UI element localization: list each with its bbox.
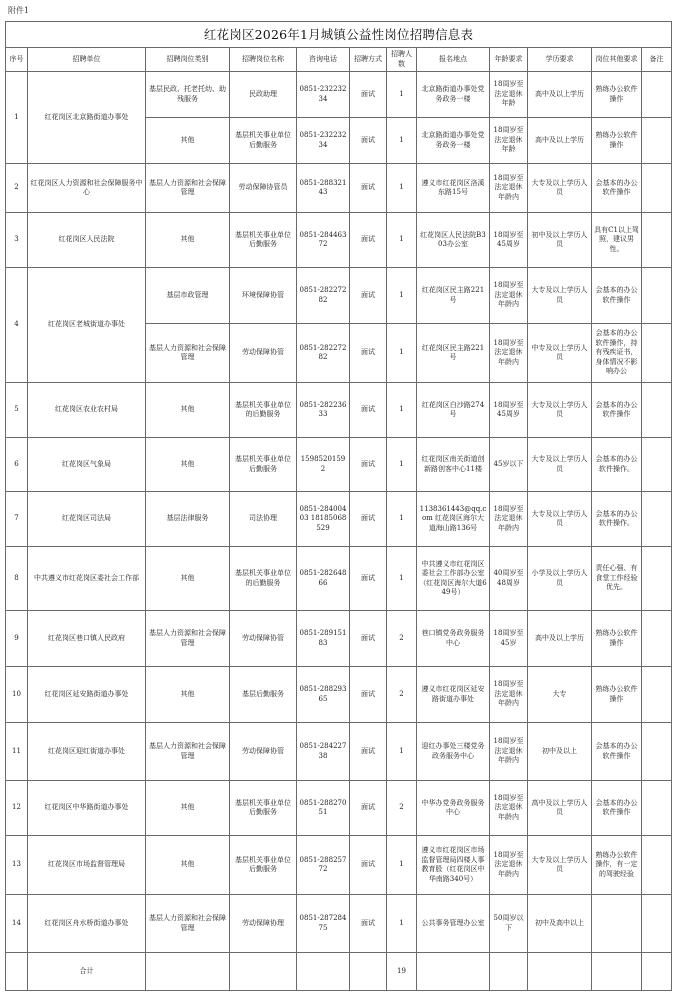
empty-cell [417, 953, 490, 991]
position-title-cell: 民政助理 [230, 72, 297, 118]
location-cell: 中共遵义市红花岗区委社会工作部办公室（红花岗区海尔大道649号） [417, 547, 490, 611]
age-cell: 18周岁至法定退休年龄内 [490, 723, 528, 781]
education-cell: 初中及高中以上 [528, 895, 592, 953]
location-cell: 巷口镇党务政务服务中心 [417, 611, 490, 667]
method-cell: 面试 [350, 383, 387, 438]
column-header: 年龄要求 [490, 48, 528, 72]
employer-cell: 红花岗区人民法院 [28, 213, 146, 268]
age-cell: 18周岁至45岁 [490, 611, 528, 667]
other-requirements-cell: 熟练办公软件操作 [592, 667, 642, 723]
phone-cell: 0851-28422738 [297, 723, 350, 781]
location-cell: 遵义市红花岗区市场监督管理局四楼人事教育股（红花岗区中华南路340号） [417, 836, 490, 895]
position-title-cell: 环境保障协管 [230, 268, 297, 324]
employer-cell: 红花岗区中华路街道办事处 [28, 781, 146, 836]
note-cell [642, 723, 672, 781]
note-cell [642, 836, 672, 895]
note-cell [642, 611, 672, 667]
method-cell: 面试 [350, 268, 387, 324]
serial-number-cell: 10 [6, 667, 28, 723]
method-cell: 面试 [350, 895, 387, 953]
location-cell: 北京路街道办事处党务政务一楼 [417, 72, 490, 118]
position-title-cell: 基层后勤服务 [230, 667, 297, 723]
table-row [6, 383, 672, 438]
location-cell: 遵义市红花岗区延安路街道办事处 [417, 667, 490, 723]
employer-cell: 红花岗区司法局 [28, 492, 146, 547]
category-cell: 基层人力资源和社会保障管理 [146, 611, 230, 667]
category-cell: 其他 [146, 438, 230, 492]
age-cell: 18周岁至法定退休年龄内 [490, 164, 528, 213]
employer-cell: 红花岗区气象局 [28, 438, 146, 492]
note-cell [642, 268, 672, 324]
table-row [6, 895, 672, 953]
method-cell: 面试 [350, 781, 387, 836]
education-cell: 高中及以上学历 [528, 72, 592, 118]
column-header: 招聘人数 [387, 48, 417, 72]
location-cell: 北京路街道办事处党务政务一楼 [417, 118, 490, 164]
method-cell: 面试 [350, 438, 387, 492]
method-cell: 面试 [350, 492, 387, 547]
location-cell: 红花岗区民主路221号 [417, 324, 490, 383]
empty-cell [642, 953, 672, 991]
count-cell: 2 [387, 781, 417, 836]
serial-number-cell: 1 [6, 72, 28, 164]
method-cell: 面试 [350, 836, 387, 895]
total-row [6, 953, 672, 991]
other-requirements-cell: 熟练办公软件操作，有一定的驾驶经验 [592, 836, 642, 895]
employer-cell: 红花岗区老城街道办事处 [28, 268, 146, 383]
serial-number-cell: 9 [6, 611, 28, 667]
note-cell [642, 781, 672, 836]
location-cell: 红花岗区民主路221号 [417, 268, 490, 324]
other-requirements-cell: 熟练办公软件操作 [592, 611, 642, 667]
phone-cell: 0851-28227282 [297, 324, 350, 383]
age-cell: 18周岁至法定退休年龄内 [490, 268, 528, 324]
phone-cell: 0851-28915183 [297, 611, 350, 667]
phone-cell: 0851-28223633 [297, 383, 350, 438]
category-cell: 基层人力资源和社会保障管理 [146, 164, 230, 213]
count-cell: 1 [387, 836, 417, 895]
phone-cell: 0851-28264866 [297, 547, 350, 611]
count-cell: 1 [387, 118, 417, 164]
column-header: 报名地点 [417, 48, 490, 72]
age-cell: 40周岁至48周岁 [490, 547, 528, 611]
note-cell [642, 895, 672, 953]
location-cell: 红花岗区南关街道创新路创客中心11楼 [417, 438, 490, 492]
age-cell: 18周岁至法定退休年龄 [490, 72, 528, 118]
category-cell: 其他 [146, 118, 230, 164]
count-cell: 1 [387, 547, 417, 611]
education-cell: 小学及以上学历人员 [528, 547, 592, 611]
note-cell [642, 213, 672, 268]
attachment-label: 附件1 [8, 6, 30, 15]
education-cell: 大专及以上学历人员 [528, 383, 592, 438]
employer-cell: 红花岗区农业农村局 [28, 383, 146, 438]
note-cell [642, 118, 672, 164]
location-cell: 红花岗区白沙路274号 [417, 383, 490, 438]
education-cell: 大专及以上学历人员 [528, 268, 592, 324]
employer-cell: 红花岗区市场监督管理局 [28, 836, 146, 895]
total-count: 19 [387, 953, 417, 991]
count-cell: 1 [387, 164, 417, 213]
position-title-cell: 劳动保障协管 [230, 611, 297, 667]
location-cell: 红花岗区人民法院B303办公室 [417, 213, 490, 268]
other-requirements-cell: 会基本的办公软件操作 [592, 383, 642, 438]
other-requirements-cell: 熟练办公软件操作 [592, 72, 642, 118]
method-cell: 面试 [350, 72, 387, 118]
method-cell: 面试 [350, 723, 387, 781]
page-title: 红花岗区2026年1月城镇公益性岗位招聘信息表 [6, 22, 672, 48]
total-label: 合计 [28, 953, 146, 991]
category-cell: 基层人力资源和社会保障管理 [146, 324, 230, 383]
table-row [6, 547, 672, 611]
category-cell: 其他 [146, 667, 230, 723]
education-cell: 高中及以上学历 [528, 611, 592, 667]
column-header: 咨询电话 [297, 48, 350, 72]
table-body [6, 72, 672, 991]
position-title-cell: 基层机关事业单位后勤服务 [230, 781, 297, 836]
serial-number-cell: 5 [6, 383, 28, 438]
education-cell: 初中及以上学历人员 [528, 213, 592, 268]
column-header: 序号 [6, 48, 28, 72]
other-requirements-cell: 会基本的办公软件操作，持有残疾证书，身体情况不影响办公 [592, 324, 642, 383]
education-cell: 高中及以上学历 [528, 118, 592, 164]
method-cell: 面试 [350, 547, 387, 611]
serial-number-cell: 2 [6, 164, 28, 213]
education-cell: 大专 [528, 667, 592, 723]
position-title-cell: 劳动保障协管员 [230, 164, 297, 213]
phone-cell: 0851-28728475 [297, 895, 350, 953]
column-header: 岗位其他要求 [592, 48, 642, 72]
education-cell: 大专及以上学历人员 [528, 438, 592, 492]
other-requirements-cell: 会基本的办公软件操作。 [592, 438, 642, 492]
category-cell: 基层民政、托老托幼、助残服务 [146, 72, 230, 118]
employer-cell: 红花岗区迎红街道办事处 [28, 723, 146, 781]
category-cell: 其他 [146, 781, 230, 836]
table-row [6, 164, 672, 213]
count-cell: 1 [387, 268, 417, 324]
education-cell: 大专及以上学历人员 [528, 492, 592, 547]
category-cell: 其他 [146, 547, 230, 611]
education-cell: 高中及以上学历人员 [528, 781, 592, 836]
category-cell: 其他 [146, 836, 230, 895]
education-cell: 大专及以上学历人员 [528, 164, 592, 213]
serial-number-cell: 6 [6, 438, 28, 492]
empty-cell [230, 953, 297, 991]
table-row [6, 723, 672, 781]
table-row [6, 781, 672, 836]
phone-cell: 0851-28446372 [297, 213, 350, 268]
empty-cell [528, 953, 592, 991]
empty-cell [490, 953, 528, 991]
category-cell: 基层法律服务 [146, 492, 230, 547]
count-cell: 1 [387, 383, 417, 438]
header-row [6, 48, 672, 72]
position-title-cell: 基层机关事业单位的后勤服务 [230, 383, 297, 438]
phone-cell: 0851-28832143 [297, 164, 350, 213]
serial-number-cell: 3 [6, 213, 28, 268]
position-title-cell: 基层机关事业单位后勤服务 [230, 213, 297, 268]
column-header: 招聘方式 [350, 48, 387, 72]
position-title-cell: 基层机关事业单位后勤服务 [230, 836, 297, 895]
position-title-cell: 劳动保障协管 [230, 723, 297, 781]
other-requirements-cell: 具有C1以上驾照，建议男性。 [592, 213, 642, 268]
method-cell: 面试 [350, 213, 387, 268]
other-requirements-cell [592, 895, 642, 953]
table-row [6, 438, 672, 492]
serial-number-cell: 7 [6, 492, 28, 547]
table-row [6, 492, 672, 547]
note-cell [642, 324, 672, 383]
phone-cell: 15985201592 [297, 438, 350, 492]
count-cell: 1 [387, 723, 417, 781]
employer-cell: 红花岗区舟水桥街道办事处 [28, 895, 146, 953]
table-row [6, 268, 672, 324]
location-cell: 遵义市红花岗区洛溪东路15号 [417, 164, 490, 213]
recruitment-table [5, 21, 672, 991]
employer-cell: 中共遵义市红花岗区委社会工作部 [28, 547, 146, 611]
empty-cell [146, 953, 230, 991]
age-cell: 45岁以下 [490, 438, 528, 492]
table-row [6, 836, 672, 895]
education-cell: 初中及以上 [528, 723, 592, 781]
note-cell [642, 438, 672, 492]
age-cell: 18周岁至45周岁 [490, 213, 528, 268]
age-cell: 18周岁至法定退休年龄内 [490, 492, 528, 547]
category-cell: 基层人力资源和社会保障管理 [146, 895, 230, 953]
count-cell: 1 [387, 438, 417, 492]
location-cell: 迎红办事处三楼党务政务服务中心 [417, 723, 490, 781]
serial-number-cell: 12 [6, 781, 28, 836]
count-cell: 1 [387, 324, 417, 383]
position-title-cell: 司法协理 [230, 492, 297, 547]
count-cell: 1 [387, 213, 417, 268]
total-spacer-cell [6, 953, 28, 991]
column-header: 备注 [642, 48, 672, 72]
method-cell: 面试 [350, 164, 387, 213]
category-cell: 基层市政管理 [146, 268, 230, 324]
serial-number-cell: 8 [6, 547, 28, 611]
age-cell: 18周岁至法定退休年龄内 [490, 324, 528, 383]
age-cell: 18周岁至45周岁 [490, 383, 528, 438]
column-header: 学历要求 [528, 48, 592, 72]
category-cell: 基层人力资源和社会保障管理 [146, 723, 230, 781]
count-cell: 1 [387, 895, 417, 953]
count-cell: 2 [387, 667, 417, 723]
empty-cell [350, 953, 387, 991]
phone-cell: 0851-28827051 [297, 781, 350, 836]
other-requirements-cell: 会基本的办公软件操作 [592, 268, 642, 324]
employer-cell: 红花岗区北京路街道办事处 [28, 72, 146, 164]
category-cell: 其他 [146, 213, 230, 268]
phone-cell: 0851-28227282 [297, 268, 350, 324]
phone-cell: 0851-23223234 [297, 72, 350, 118]
other-requirements-cell: 熟练办公软件操作 [592, 118, 642, 164]
other-requirements-cell: 会基本的办公软件操作。 [592, 492, 642, 547]
position-title-cell: 劳动保障协理 [230, 895, 297, 953]
position-title-cell: 劳动保障协管 [230, 324, 297, 383]
column-header: 招聘岗位类别 [146, 48, 230, 72]
method-cell: 面试 [350, 667, 387, 723]
other-requirements-cell: 会基本的办公软件操作 [592, 781, 642, 836]
note-cell [642, 547, 672, 611]
category-cell: 其他 [146, 383, 230, 438]
location-cell: 公共事务管理办公室 [417, 895, 490, 953]
employer-cell: 红花岗区巷口镇人民政府 [28, 611, 146, 667]
table-row [6, 667, 672, 723]
count-cell: 1 [387, 72, 417, 118]
phone-cell: 0851-23223234 [297, 118, 350, 164]
location-cell: 中华办党务政务服务中心 [417, 781, 490, 836]
column-header: 招聘岗位名称 [230, 48, 297, 72]
column-header: 招聘单位 [28, 48, 146, 72]
empty-cell [592, 953, 642, 991]
phone-cell: 0851-28825772 [297, 836, 350, 895]
method-cell: 面试 [350, 611, 387, 667]
note-cell [642, 667, 672, 723]
location-cell: 1138361443@qq.com 红花岗区海尔大道海山路136号 [417, 492, 490, 547]
position-title-cell: 基层机关事业单位后勤服务 [230, 438, 297, 492]
age-cell: 18周岁至法定退休年龄内 [490, 667, 528, 723]
age-cell: 18周岁至法定退休年龄 [490, 118, 528, 164]
table-row [6, 213, 672, 268]
phone-cell: 0851-28400403 18185068529 [297, 492, 350, 547]
employer-cell: 红花岗区人力资源和社会保障服务中心 [28, 164, 146, 213]
age-cell: 18周岁至法定退休年龄内 [490, 781, 528, 836]
serial-number-cell: 11 [6, 723, 28, 781]
position-title-cell: 基层机关事业单位后勤服务 [230, 118, 297, 164]
employer-cell: 红花岗区延安路街道办事处 [28, 667, 146, 723]
method-cell: 面试 [350, 118, 387, 164]
serial-number-cell: 14 [6, 895, 28, 953]
serial-number-cell: 4 [6, 268, 28, 383]
note-cell [642, 72, 672, 118]
table-row [6, 72, 672, 118]
education-cell: 中专及以上学历人员 [528, 324, 592, 383]
empty-cell [297, 953, 350, 991]
other-requirements-cell: 会基本的办公软件操作 [592, 164, 642, 213]
position-title-cell: 基层机关事业单位的后勤服务 [230, 547, 297, 611]
education-cell: 大专及以上学历人员 [528, 836, 592, 895]
age-cell: 18周岁至法定退休年龄内 [490, 836, 528, 895]
note-cell [642, 492, 672, 547]
note-cell [642, 383, 672, 438]
count-cell: 1 [387, 492, 417, 547]
other-requirements-cell: 责任心强、有食堂工作经验优先。 [592, 547, 642, 611]
count-cell: 2 [387, 611, 417, 667]
method-cell: 面试 [350, 324, 387, 383]
serial-number-cell: 13 [6, 836, 28, 895]
phone-cell: 0851-28829365 [297, 667, 350, 723]
note-cell [642, 164, 672, 213]
age-cell: 50周岁以下 [490, 895, 528, 953]
other-requirements-cell: 会基本的办公软件操作 [592, 723, 642, 781]
table-row [6, 611, 672, 667]
